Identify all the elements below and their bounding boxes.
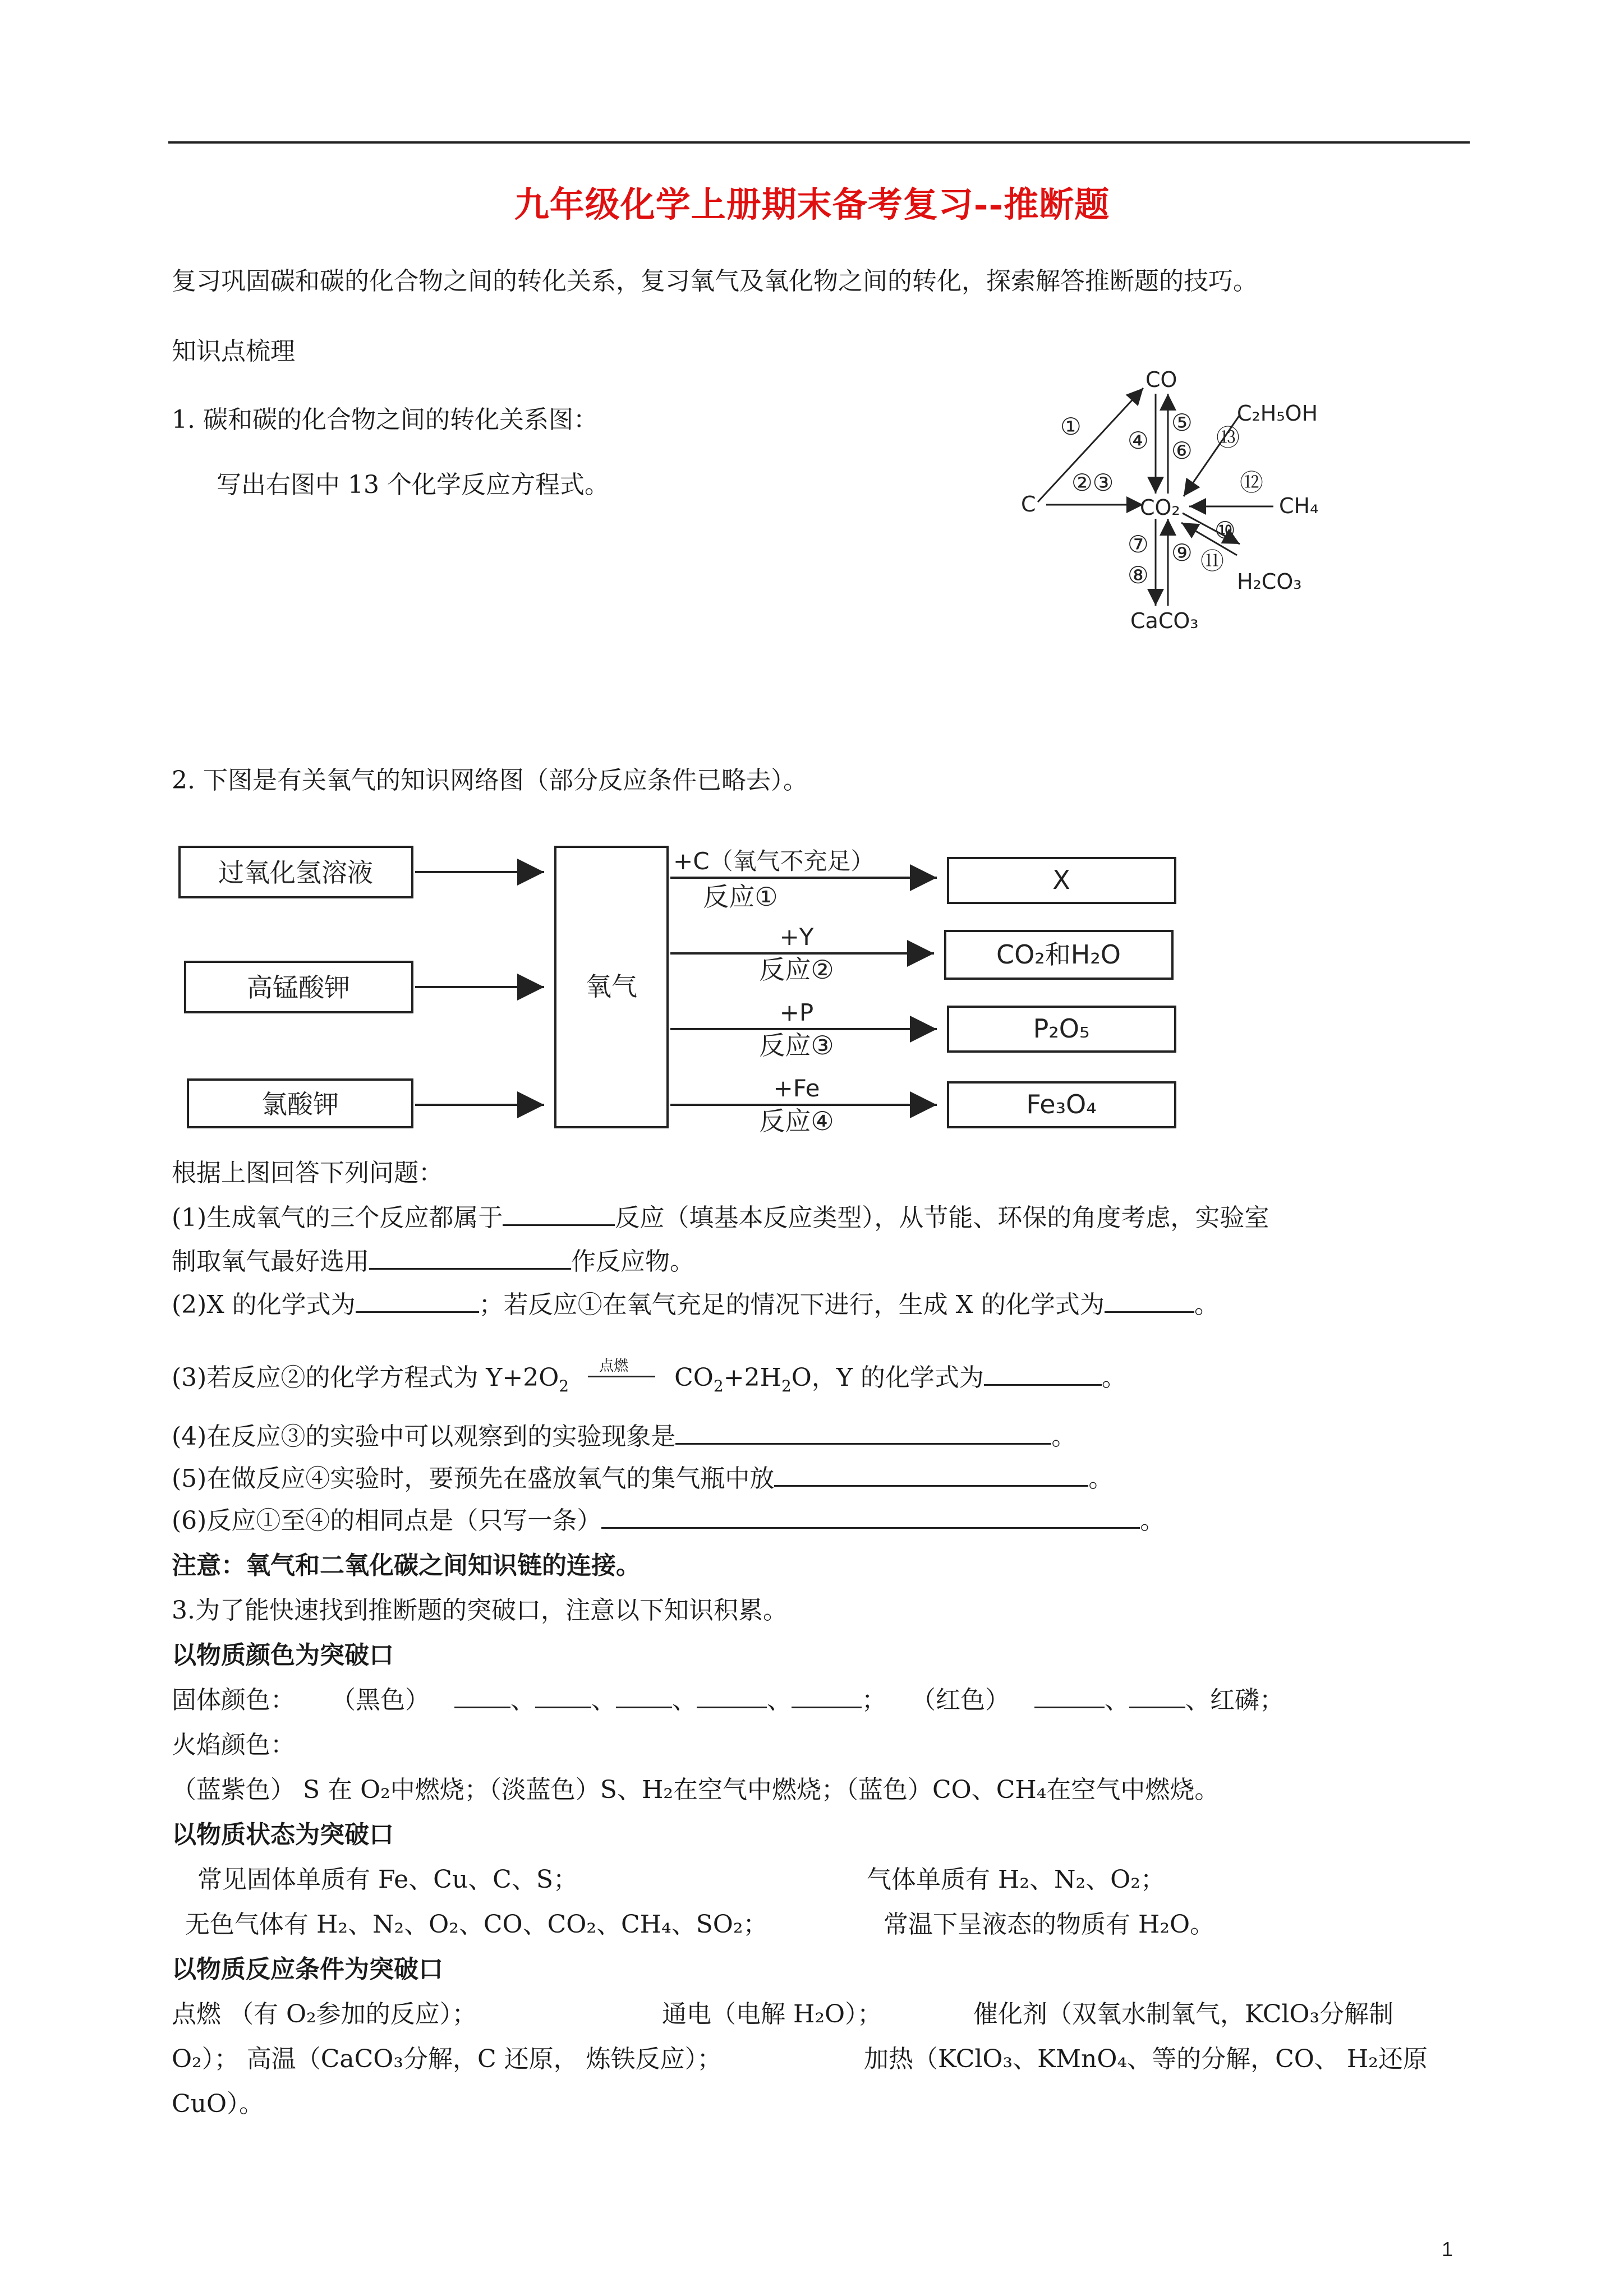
question-6: (6)反应①至④的相同点是（只写一条） 。 <box>172 1500 1165 1536</box>
label-9: ⑨ <box>1171 539 1193 566</box>
oxygen-label: 氧气 <box>586 971 637 1002</box>
question-1-line1: (1)生成氧气的三个反应都属于 反应（填基本反应类型），从节能、环保的角度考虑，实验室 <box>172 1197 1269 1233</box>
label-1: ① <box>1060 413 1082 440</box>
note-text: 注意：氧气和二氧化碳之间知识链的连接。 <box>172 1551 641 1580</box>
question-5: (5)在做反应④实验时，要预先在盛放氧气的集气瓶中放 。 <box>172 1458 1113 1494</box>
question-3: (3)若反应②的化学方程式为 $Y+2O_2$ 点燃 $CO_2+2H_2O$，Y 的化学式为 。 <box>172 1357 1126 1395</box>
state-liquid: 常温下呈液态的物质有 H₂O。 <box>884 1910 1215 1939</box>
reaction-name-3: 反应③ <box>759 1030 834 1061</box>
product-co2-h2o: CO₂和H₂O <box>996 939 1121 970</box>
label-2-3: ②③ <box>1071 469 1114 496</box>
flame-label: 火焰颜色： <box>172 1731 295 1759</box>
q3-intro: 3.为了能快速找到推断题的突破口，注意以下知识积累。 <box>172 1596 788 1625</box>
answer-blank-4[interactable] <box>675 1421 1051 1445</box>
label-13: ⑬ <box>1216 424 1240 451</box>
node-co: CO <box>1145 367 1177 392</box>
question-2: (2)X 的化学式为 ；若反应①在氧气充足的情况下进行，生成 X 的化学式为 。 <box>172 1284 1219 1320</box>
condition-cuo: CuO）。 <box>172 2090 264 2118</box>
label-10: ⑩ <box>1214 517 1236 544</box>
question-4: (4)在反应③的实验中可以观察到的实验现象是 。 <box>172 1416 1076 1452</box>
state-gases: 气体单质有 H₂、N₂、O₂； <box>867 1865 1165 1894</box>
solid-color-line: 固体颜色： （黑色） 、 、 、 、 ； （红色） 、 、红磷； <box>172 1680 1284 1716</box>
reaction-name-1: 反应① <box>703 882 778 912</box>
black-blank-4[interactable] <box>697 1684 767 1708</box>
heading-color: 以物质颜色为突破口 <box>172 1641 394 1670</box>
reagent-2: +Y <box>779 923 814 951</box>
label-4: ④ <box>1128 427 1149 454</box>
answer-blank-1a[interactable] <box>503 1202 615 1226</box>
product-p2o5: P₂O₅ <box>1033 1013 1090 1044</box>
co2-subscript: 2 <box>713 1376 724 1395</box>
answer-blank-5[interactable] <box>774 1463 1088 1487</box>
answer-blank-2a[interactable] <box>356 1289 479 1313</box>
condition-line <box>588 1376 655 1377</box>
reagent-3: +P <box>779 999 814 1026</box>
product-x: X <box>1052 865 1070 895</box>
state-solids: 常见固体单质有 Fe、Cu、C、S； <box>197 1865 578 1894</box>
node-ch4: CH₄ <box>1279 494 1319 518</box>
q2-intro: 2. 下图是有关氧气的知识网络图（部分反应条件已略去）。 <box>172 766 808 795</box>
condition-heating: 加热（KClO₃、KMnO₄、等的分解，CO、 H₂还原 <box>864 2045 1428 2073</box>
flame-colors: （蓝紫色） S 在 O₂中燃烧；（淡蓝色）S、H₂在空气中燃烧；（蓝色）CO、CH₄在空气中燃烧。 <box>172 1776 1220 1804</box>
q1-line1: 1. 碳和碳的化合物之间的转化关系图： <box>172 405 598 434</box>
source-h2o2: 过氧化氢溶液 <box>218 857 373 888</box>
black-blank-3[interactable] <box>616 1684 672 1708</box>
reagent-1: +C（氧气不充足） <box>673 847 875 875</box>
answer-blank-2b[interactable] <box>1105 1289 1194 1313</box>
page-title: 九年级化学上册期末备考复习--推断题 <box>514 184 1110 225</box>
black-blank-5[interactable] <box>792 1684 862 1708</box>
questions-lead: 根据上图回答下列问题： <box>172 1159 443 1187</box>
red-blank-1[interactable] <box>1034 1684 1105 1708</box>
black-blank-2[interactable] <box>535 1684 591 1708</box>
condition-electrolysis: 通电（电解 H₂O）； <box>662 2000 882 2028</box>
condition-arrow <box>588 1358 655 1386</box>
question-1-line2: 制取氧气最好选用 作反应物。 <box>172 1241 694 1277</box>
label-7: ⑦ <box>1128 531 1149 558</box>
label-12: ⑫ <box>1240 469 1264 496</box>
reaction-name-2: 反应② <box>759 955 834 985</box>
carbon-conversion-diagram <box>1021 365 1369 656</box>
page-number: 1 <box>1442 2238 1453 2261</box>
section-label: 知识点梳理 <box>172 337 295 366</box>
header-rule <box>168 141 1470 144</box>
source-kclo3: 氯酸钾 <box>261 1089 339 1119</box>
intro-text: 复习巩固碳和碳的化合物之间的转化关系，复习氧气及氧化物之间的转化，探索解答推断题的技巧。 <box>172 267 1258 296</box>
answer-blank-1b[interactable] <box>369 1246 571 1270</box>
condition-high-temp: O₂）； 高温（CaCO₃分解，C 还原， 炼铁反应）； <box>172 2045 722 2073</box>
label-6: ⑥ <box>1171 437 1193 464</box>
condition-ignite: 点燃 （有 O₂参加的反应）； <box>172 2000 477 2028</box>
node-caco3: CaCO₃ <box>1130 608 1199 633</box>
node-h2co3: H₂CO₃ <box>1237 569 1302 594</box>
h2o-subscript: 2 <box>781 1376 792 1395</box>
red-blank-2[interactable] <box>1129 1684 1185 1708</box>
state-colorless-gases: 无色气体有 H₂、N₂、O₂、CO、CO₂、CH₄、SO₂； <box>185 1910 768 1939</box>
node-c2h5oh: C₂H₅OH <box>1237 401 1318 426</box>
answer-blank-6[interactable] <box>601 1505 1140 1529</box>
condition-catalyst: 催化剂（双氧水制氧气，KClO₃分解制 <box>973 2000 1394 2028</box>
node-co2: CO₂ <box>1140 495 1180 520</box>
source-kmno4: 高锰酸钾 <box>247 972 350 1003</box>
label-8: ⑧ <box>1128 561 1149 589</box>
reaction-name-4: 反应④ <box>759 1106 834 1136</box>
q1-line2: 写出右图中 13 个化学反应方程式。 <box>217 471 609 499</box>
heading-state: 以物质状态为突破口 <box>172 1820 394 1849</box>
product-fe3o4: Fe₃O₄ <box>1026 1089 1097 1119</box>
black-blank-1[interactable] <box>454 1684 510 1708</box>
condition-text: 点燃 <box>599 1358 629 1375</box>
reagent-4: +Fe <box>773 1075 820 1102</box>
label-5: ⑤ <box>1171 409 1193 436</box>
heading-condition: 以物质反应条件为突破口 <box>172 1955 443 1984</box>
oxygen-network-diagram <box>168 827 1206 1152</box>
node-c: C <box>1021 492 1036 517</box>
label-11: ⑪ <box>1200 547 1225 575</box>
answer-blank-3[interactable] <box>984 1362 1102 1386</box>
